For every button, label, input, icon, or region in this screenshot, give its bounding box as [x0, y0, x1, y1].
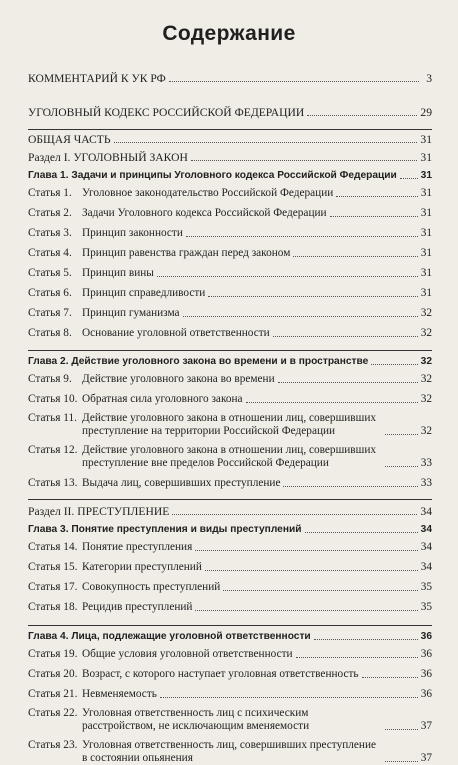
dot-leader [283, 486, 417, 487]
toc-entry-criminal-code [28, 106, 432, 119]
toc-entry-article [28, 444, 432, 470]
article-number: Статья 19. [28, 648, 78, 660]
toc-entry-article [28, 541, 432, 554]
toc-entry-page: 31 [420, 227, 432, 239]
toc-entry-article [28, 601, 432, 614]
dot-leader [362, 677, 418, 678]
toc-entry-page: 34 [420, 505, 432, 518]
toc-entry-page: 36 [420, 688, 432, 700]
toc-entry-page: 35 [420, 581, 432, 593]
dot-leader [114, 142, 418, 143]
toc-entry-article [28, 307, 432, 320]
toc-entry-article [28, 581, 432, 594]
toc-entry-page: 36 [420, 668, 432, 680]
toc-entry-article [28, 412, 432, 438]
toc-entry-article [28, 668, 432, 681]
article-number: Статья 17. [28, 581, 78, 593]
toc-entry-title: Раздел II. ПРЕСТУПЛЕНИЕ [28, 505, 170, 518]
article-number: Статья 23. [28, 739, 78, 751]
article-number: Статья 21. [28, 688, 78, 700]
dot-leader [195, 550, 417, 551]
toc-entry-article [28, 393, 432, 406]
toc-entry-page: 31 [420, 151, 432, 164]
dot-leader [293, 256, 417, 257]
toc-entry-page: 31 [420, 170, 432, 181]
article-title: Основание уголовной ответственности [82, 327, 270, 339]
toc-entry-article [28, 207, 432, 220]
article-title: Общие условия уголовной ответственности [82, 648, 293, 660]
article-number: Статья 7. [28, 307, 72, 319]
dot-leader [205, 570, 418, 571]
toc-entry-page: 31 [420, 287, 432, 299]
article-number: Статья 9. [28, 373, 72, 385]
toc-entry-title: Глава 4. Лица, подлежащие уголовной ответственности [28, 631, 311, 642]
dot-leader [183, 316, 418, 317]
toc-entry-article [28, 373, 432, 386]
article-title: Обратная сила уголовного закона [82, 393, 243, 405]
toc-entry-article [28, 707, 432, 733]
article-number: Статья 13. [28, 477, 78, 489]
toc-entry-page: 36 [420, 631, 432, 642]
toc-entry-chapter-4 [28, 630, 432, 643]
toc-entry-page: 31 [420, 247, 432, 259]
toc-entry-article [28, 477, 432, 490]
dot-leader [278, 382, 418, 383]
toc-entry-page: 37 [420, 720, 432, 732]
separator-rule [28, 350, 432, 351]
article-number: Статья 14. [28, 541, 78, 553]
article-number: Статья 11. [28, 412, 77, 424]
toc-entry-page: 34 [420, 561, 432, 573]
toc-entry-page: 31 [420, 207, 432, 219]
separator-rule [28, 129, 432, 130]
toc-entry-general-part [28, 133, 432, 146]
article-title: Задачи Уголовного кодекса Российской Федерации [82, 207, 327, 219]
dot-leader [246, 402, 418, 403]
toc-entry-section-1 [28, 151, 432, 164]
dot-leader [172, 514, 417, 515]
article-title: Уголовная ответственность лиц, совершивших преступление в состоянии опьянения [82, 739, 377, 764]
article-number: Статья 1. [28, 187, 72, 199]
article-number: Статья 8. [28, 327, 72, 339]
dot-leader [385, 729, 418, 730]
toc-entry-page: 31 [420, 187, 432, 199]
toc-entry-page: 34 [420, 524, 432, 535]
toc-entry-page: 37 [420, 752, 432, 764]
table-of-contents [28, 72, 432, 765]
article-title: Понятие преступления [82, 541, 193, 553]
dot-leader [191, 160, 418, 161]
dot-leader [186, 236, 418, 237]
article-number: Статья 22. [28, 707, 78, 719]
article-title: Уголовная ответственность лиц с психическим расстройством, не исключающим вменяемости [82, 707, 310, 732]
dot-leader [157, 276, 418, 277]
toc-entry-page: 36 [420, 648, 432, 660]
toc-entry-section-2 [28, 505, 432, 518]
article-title: Действие уголовного закона в отношении лиц, совершивших преступление вне пределов Российской Федерации [82, 444, 377, 469]
toc-entry-page: 31 [420, 267, 432, 279]
article-title: Принцип вины [82, 267, 154, 279]
dot-leader [273, 336, 418, 337]
dot-leader [208, 296, 417, 297]
toc-entry-chapter-3 [28, 523, 432, 536]
article-title: Действие уголовного закона в отношении лиц, совершивших преступление на территории Российской Федерации [82, 412, 377, 437]
article-title: Принцип гуманизма [82, 307, 180, 319]
toc-entry-page: 33 [420, 477, 432, 489]
separator-rule [28, 625, 432, 626]
toc-entry-page: 32 [420, 307, 432, 319]
article-title: Выдача лиц, совершивших преступление [82, 477, 281, 489]
dot-leader [223, 590, 417, 591]
dot-leader [336, 196, 417, 197]
dot-leader [314, 639, 418, 640]
article-number: Статья 18. [28, 601, 78, 613]
toc-entry-page: 31 [420, 133, 432, 146]
toc-entry-chapter-1 [28, 169, 432, 182]
article-title: Принцип законности [82, 227, 183, 239]
dot-leader [307, 115, 417, 116]
article-title: Возраст, с которого наступает уголовная ответственность [82, 668, 359, 680]
toc-entry-article [28, 561, 432, 574]
toc-entry-article [28, 187, 432, 200]
article-number: Статья 5. [28, 267, 72, 279]
article-number: Статья 10. [28, 393, 78, 405]
dot-leader [305, 532, 418, 533]
toc-entry-title: КОММЕНТАРИЙ К УК РФ [28, 72, 166, 85]
toc-entry-article [28, 739, 432, 765]
article-number: Статья 12. [28, 444, 78, 456]
toc-entry-page: 32 [420, 327, 432, 339]
dot-leader [195, 610, 417, 611]
page-title: Содержание [162, 22, 296, 45]
article-title: Категории преступлений [82, 561, 202, 573]
separator-rule [28, 499, 432, 500]
toc-entry-title: Глава 3. Понятие преступления и виды преступлений [28, 524, 302, 535]
toc-entry-page: 32 [420, 373, 432, 385]
toc-entry-article [28, 267, 432, 280]
toc-entry-title: Глава 1. Задачи и принципы Уголовного кодекса Российской Федерации [28, 170, 397, 181]
dot-leader [400, 178, 418, 179]
toc-entry-title: Раздел I. УГОЛОВНЫЙ ЗАКОН [28, 151, 188, 164]
article-title: Действие уголовного закона во времени [82, 373, 275, 385]
toc-entry-page: 29 [420, 106, 432, 119]
article-title: Принцип равенства граждан перед законом [82, 247, 291, 259]
toc-entry-article [28, 688, 432, 701]
toc-entry-article [28, 287, 432, 300]
dot-leader [385, 466, 418, 467]
toc-entry-commentary [28, 72, 432, 85]
article-title: Уголовное законодательство Российской Федерации [82, 187, 334, 199]
toc-entry-title: УГОЛОВНЫЙ КОДЕКС РОССИЙСКОЙ ФЕДЕРАЦИИ [28, 106, 305, 119]
dot-leader [371, 364, 417, 365]
article-number: Статья 6. [28, 287, 72, 299]
toc-entry-page: 34 [420, 541, 432, 553]
toc-entry-article [28, 227, 432, 240]
dot-leader [169, 81, 419, 82]
toc-entry-article [28, 247, 432, 260]
article-number: Статья 20. [28, 668, 78, 680]
toc-entry-page: 33 [420, 457, 432, 469]
dot-leader [160, 697, 418, 698]
article-number: Статья 2. [28, 207, 72, 219]
toc-entry-title: ОБЩАЯ ЧАСТЬ [28, 133, 111, 146]
dot-leader [330, 216, 418, 217]
article-number: Статья 4. [28, 247, 72, 259]
toc-entry-page: 35 [420, 601, 432, 613]
toc-entry-page: 32 [420, 425, 432, 437]
article-title: Совокупность преступлений [82, 581, 221, 593]
toc-entry-article [28, 327, 432, 340]
article-number: Статья 3. [28, 227, 72, 239]
toc-entry-page: 32 [420, 393, 432, 405]
toc-entry-page: 32 [420, 356, 432, 367]
toc-entry-page: 3 [426, 72, 432, 85]
dot-leader [296, 657, 418, 658]
toc-entry-title: Глава 2. Действие уголовного закона во времени и в пространстве [28, 356, 369, 367]
toc-entry-chapter-2 [28, 355, 432, 368]
article-title: Невменяемость [82, 688, 157, 700]
dot-leader [385, 434, 418, 435]
article-title: Рецидив преступлений [82, 601, 193, 613]
article-number: Статья 15. [28, 561, 78, 573]
dot-leader [385, 761, 418, 762]
article-title: Принцип справедливости [82, 287, 206, 299]
toc-entry-article [28, 648, 432, 661]
